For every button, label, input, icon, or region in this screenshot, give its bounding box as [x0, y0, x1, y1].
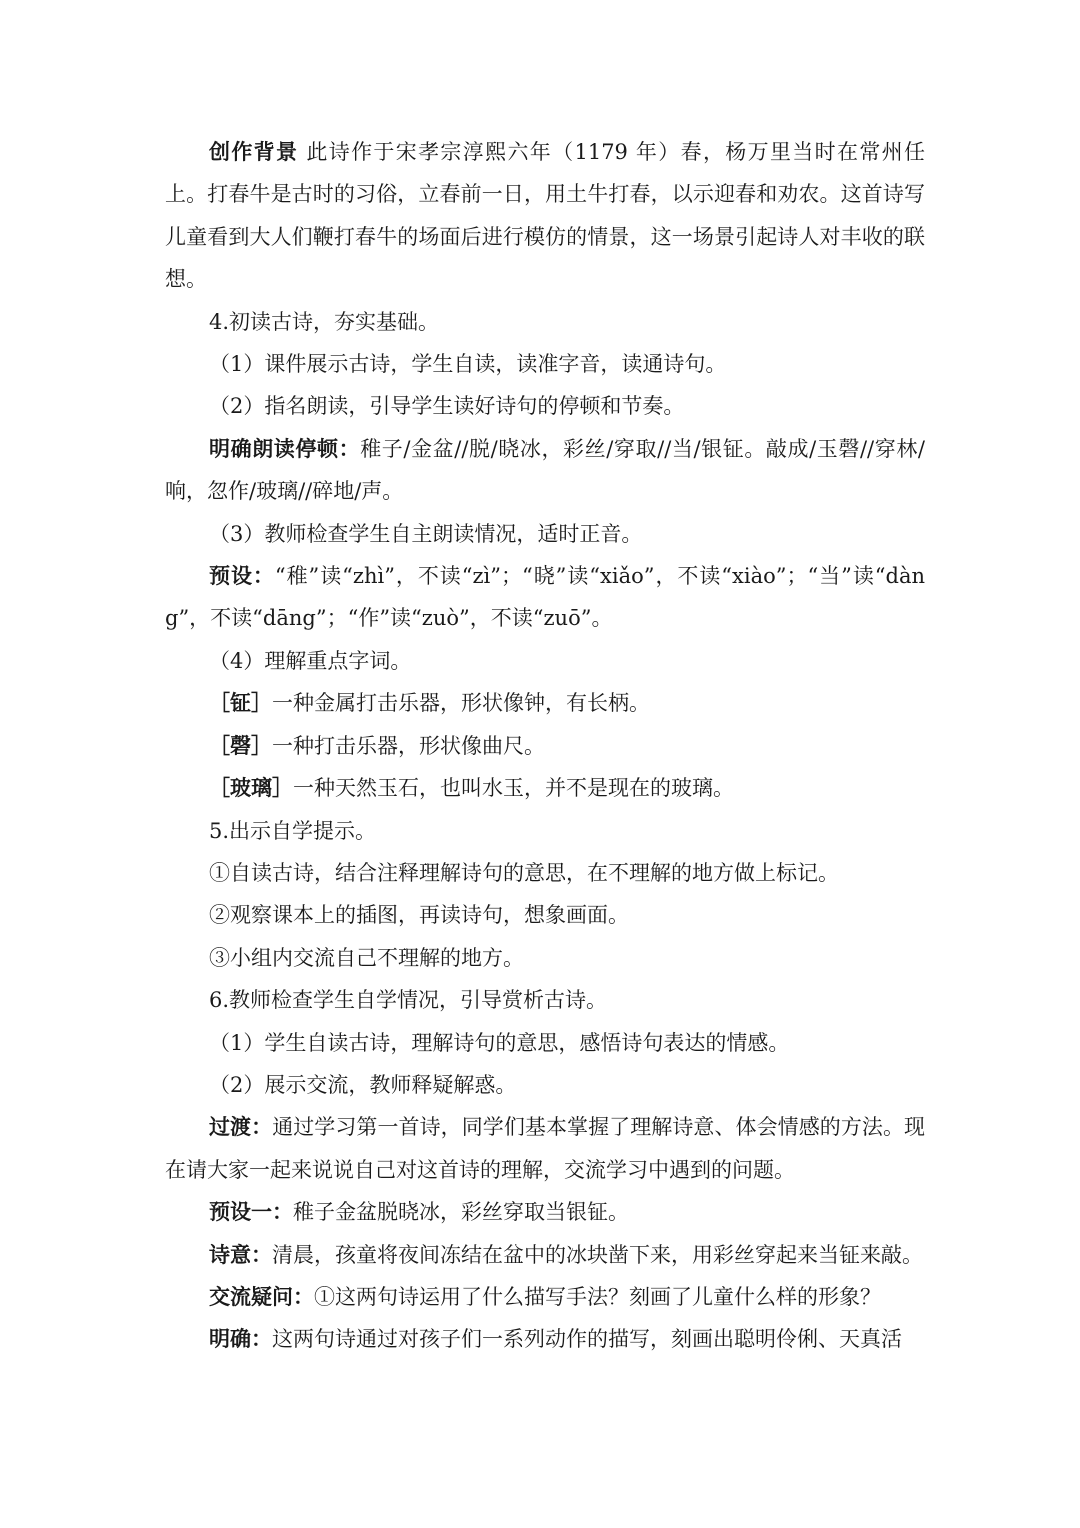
- step4-item3: （3）教师检查学生自主朗读情况，适时正音。: [209, 521, 643, 546]
- word-entry: [165, 767, 925, 809]
- word-term: ［钲］: [209, 690, 272, 716]
- self-study-tip: ③小组内交流自己不理解的地方。: [209, 945, 524, 970]
- clarify-label: 明确：: [209, 1326, 272, 1352]
- pause-text: 稚子/金盆//脱/晓冰，彩丝/穿取//当/银钲。敲成/玉磬//穿林/响，忽作/玻璃//碎地/声。: [165, 436, 926, 504]
- preset-text: “稚”读“zhì”，不读“zì”；“晓”读“xiǎo”，不读“xiào”；“当”读“dàng”，不读“dāng”；“作”读“zuò”，不读“zuō”。: [165, 564, 926, 631]
- transition-paragraph: [165, 1106, 925, 1191]
- step4-title: 4.初读古诗，夯实基础。: [209, 309, 440, 334]
- background-text: 此诗作于宋孝宗淳熙六年（1179 年）春，杨万里当时在常州任上。打春牛是古时的习俗，立春前一日，用土牛打春，以示迎春和劝农。这首诗写儿童看到大人们鞭打春牛的场面后进行模仿的情景，这一场景引起诗人对丰收的联想。: [165, 140, 926, 292]
- word-definition: 一种打击乐器，形状像曲尺。: [272, 733, 545, 758]
- word-term: ［玻璃］: [209, 775, 293, 801]
- preset-one-label: 预设一：: [209, 1199, 293, 1225]
- preset-one-text: 稚子金盆脱晓冰，彩丝穿取当银钲。: [293, 1200, 629, 1225]
- self-study-tip: ②观察课本上的插图，再读诗句，想象画面。: [209, 903, 629, 928]
- step6-item2: （2）展示交流，教师释疑解惑。: [209, 1072, 517, 1097]
- background-paragraph: [165, 131, 925, 301]
- step6-title: 6.教师检查学生自学情况，引导赏析古诗。: [209, 988, 608, 1013]
- pause-paragraph: [165, 428, 925, 513]
- preset-label: 预设：: [209, 563, 275, 589]
- question-paragraph: [165, 1276, 925, 1318]
- pronunciation-preset: [165, 555, 925, 640]
- word-definition: 一种金属打击乐器，形状像钟，有长柄。: [272, 691, 650, 716]
- transition-label: 过渡：: [209, 1114, 273, 1140]
- preset-one-paragraph: [165, 1191, 925, 1233]
- background-label: 创作背景: [209, 139, 299, 164]
- pause-label: 明确朗读停顿：: [209, 435, 361, 461]
- question-text: ①这两句诗运用了什么描写手法？刻画了儿童什么样的形象？: [314, 1284, 881, 1309]
- step4-item1: （1）课件展示古诗，学生自读，读准字音，读通诗句。: [209, 352, 727, 377]
- step6-item1: （1）学生自读古诗，理解诗句的意思，感悟诗句表达的情感。: [209, 1030, 790, 1055]
- word-entry: [165, 725, 925, 767]
- meaning-text: 清晨，孩童将夜间冻结在盆中的冰块凿下来，用彩丝穿起来当钲来敲。: [272, 1242, 923, 1267]
- step5-title: 5.出示自学提示。: [209, 818, 377, 843]
- question-label: 交流疑问：: [209, 1283, 314, 1309]
- word-entry: [165, 682, 925, 724]
- transition-text: 通过学习第一首诗，同学们基本掌握了理解诗意、体会情感的方法。现在请大家一起来说说自己对这首诗的理解，交流学习中遇到的问题。: [165, 1115, 926, 1182]
- clarify-text: 这两句诗通过对孩子们一系列动作的描写，刻画出聪明伶俐、天真活: [272, 1327, 902, 1352]
- step4-item2: （2）指名朗读，引导学生读好诗句的停顿和节奏。: [209, 394, 685, 419]
- clarify-paragraph: [165, 1318, 925, 1360]
- word-definition: 一种天然玉石，也叫水玉，并不是现在的玻璃。: [293, 776, 734, 801]
- meaning-paragraph: [165, 1234, 925, 1276]
- step4-item4: （4）理解重点字词。: [209, 648, 412, 673]
- document-page: [165, 131, 925, 1361]
- self-study-tip: ①自读古诗，结合注释理解诗句的意思，在不理解的地方做上标记。: [209, 860, 839, 885]
- word-term: ［磬］: [209, 732, 272, 758]
- meaning-label: 诗意：: [209, 1241, 272, 1267]
